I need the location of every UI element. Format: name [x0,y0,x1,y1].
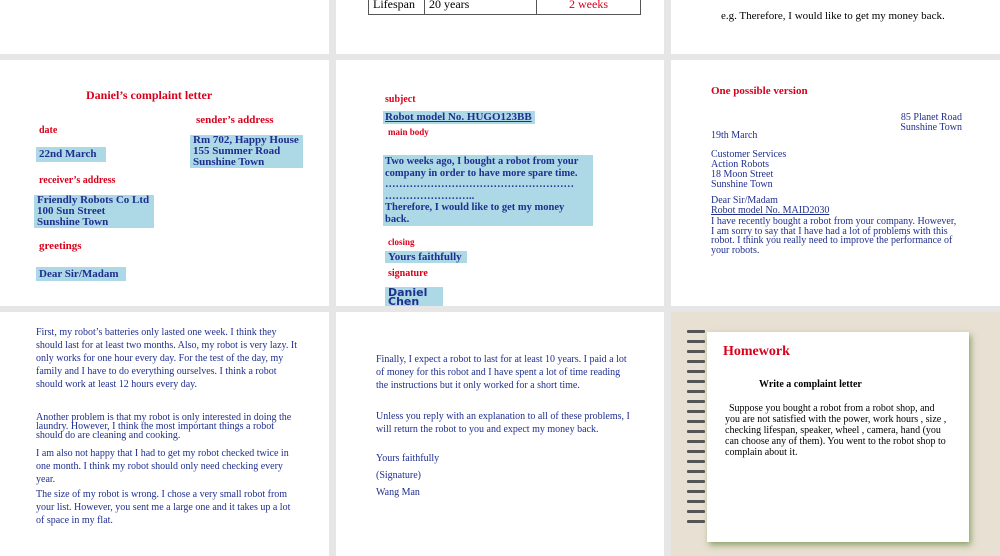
main-body-text: Two weeks ago, I bought a robot from your company in order to have more spare time. ……………………………………………… …………………….. Therefore, I would like to get my money back. [383,155,593,226]
slide-title: One possible version [711,85,808,97]
main-body-label: main body [388,127,429,137]
slide-complaint-paragraphs-1 [0,312,329,556]
signer-name: Wang Man [376,487,420,498]
sender-address: Rm 702, Happy House 155 Summer Road Sunshine Town [190,135,303,168]
date-value: 22nd March [36,147,106,162]
paragraph: Unless you reply with an explanation to all of these problems, I will return the robot to you and expect my money back. [376,411,630,435]
paragraph: Finally, I expect a robot to last for at least 10 years. I paid a lot of money for this robot and I have spent a lot of time reading the instructions but it only worked for a short time. [376,354,627,391]
signature-value: Daniel Chen [385,287,443,306]
sender-address: 85 Planet Road Sunshine Town [900,112,962,133]
slide-top-right [671,0,1000,54]
slide-possible-version [671,60,1000,306]
paragraph: First, my robot’s batteries only lasted one week. I think they should last for at least two months. Also, my robot is very lazy. It only works for one hour every day. For the test of the day, my family and I have to do everything ourselves. I think a robot should work at least 12 hours every day. [36,327,297,390]
table-row [369,0,641,15]
closing-value: Yours faithfully [385,251,467,263]
homework-text: Suppose you bought a robot from a robot shop, and you are not satisfied with the power, work hours , size , checking lifespan, speaker, wheel , camera, hand (you can choose any of them). You went to the robot shop to complain about it. [725,403,947,458]
slide-letter-body [336,60,664,306]
paragraph: Another problem is that my robot is only interested in doing the laundry. However, I think the most important things a robot should do are cleaning and cooking. [36,412,292,441]
receiver-label: receiver’s address [39,175,116,186]
letter-body: I have recently bought a robot from your company. However, I am sorry to say that I have had a lot of problems with this robot. I think you really need to improve the performance of your robots. [711,216,957,256]
closing-label: closing [388,237,415,247]
homework-subtitle: Write a complaint letter [759,379,862,390]
greetings-label: greetings [39,240,82,252]
table-cell-value: 20 years [425,0,537,15]
slide-top-left [0,0,329,54]
letter-date: 19th March [711,130,758,141]
slide-top-middle [336,0,664,54]
date-label: date [39,125,58,136]
table-cell-label: Lifespan [369,0,425,15]
receiver-address: Friendly Robots Co Ltd 100 Sun Street Sunshine Town [34,195,154,228]
signature-label: signature [388,268,428,279]
subject-label: subject [385,94,416,105]
example-sentence: e.g. Therefore, I would like to get my money back. [721,10,945,22]
slide-title: Daniel’s complaint letter [86,88,213,102]
paragraph: The size of my robot is wrong. I chose a very small robot from your list. However, you sent me a large one and it takes up a lot of space in my flat. [36,489,291,526]
slide-homework [671,312,1000,556]
recipient-address: Customer Services Action Robots 18 Moon Street Sunshine Town [711,149,787,190]
greetings-value: Dear Sir/Madam [36,267,126,281]
homework-title: Homework [723,344,790,359]
comparison-table [368,0,641,15]
slide-complaint-paragraphs-2 [336,312,664,556]
closing: Yours faithfully [376,453,440,464]
sender-label: sender’s address [196,114,274,126]
slide-daniel-letter [0,60,329,306]
table-cell-value-2: 2 weeks [537,0,641,15]
letter-subject: Robot model No. MAID2030 [711,205,830,216]
subject-value: Robot model No. HUGO123BB [383,111,535,124]
paragraph: I am also not happy that I had to get my robot checked twice in one month. I think my robot should only need checking every year. [36,448,289,485]
letter-greeting: Dear Sir/Madam [711,195,778,206]
signature-placeholder: (Signature) [376,470,421,481]
